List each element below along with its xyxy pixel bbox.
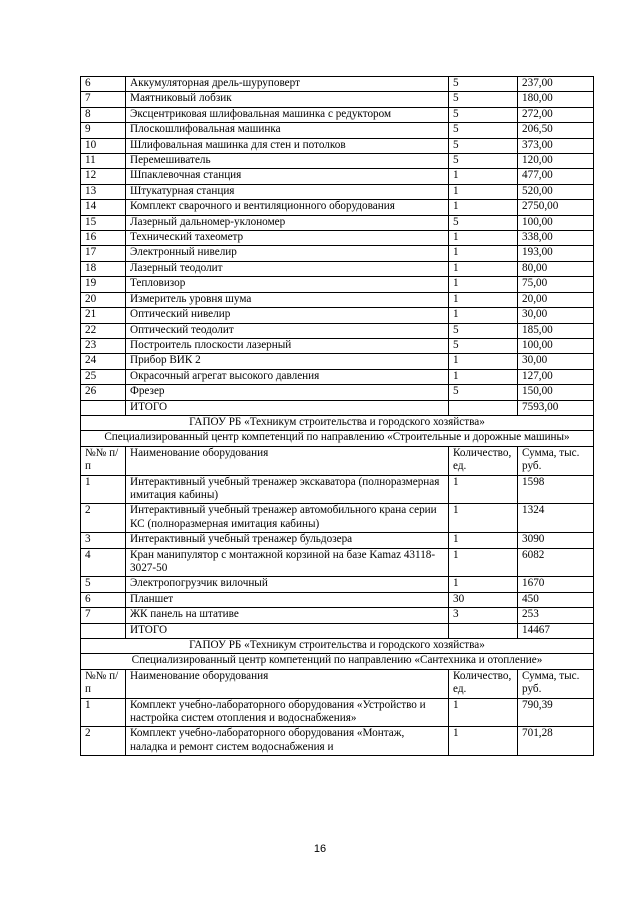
row-number: 13 — [81, 184, 126, 199]
row-number: 7 — [81, 92, 126, 107]
table-row — [81, 548, 594, 577]
table-row — [81, 608, 594, 623]
equipment-sum: 701,28 — [518, 727, 594, 756]
equipment-quantity: 1 — [449, 231, 518, 246]
table-row — [81, 154, 594, 169]
equipment-quantity: 1 — [449, 277, 518, 292]
equipment-sum: 185,00 — [518, 323, 594, 338]
table-header-row — [81, 446, 594, 475]
equipment-sum: 80,00 — [518, 261, 594, 276]
equipment-sum: 338,00 — [518, 231, 594, 246]
table-row — [81, 698, 594, 727]
equipment-name: Технический тахеометр — [126, 231, 449, 246]
table-row — [81, 92, 594, 107]
table-header-row — [81, 669, 594, 698]
row-number: 4 — [81, 548, 126, 577]
row-number: 11 — [81, 154, 126, 169]
row-number: 2 — [81, 727, 126, 756]
equipment-name: Лазерный дальномер-уклономер — [126, 215, 449, 230]
table-row — [81, 169, 594, 184]
competence-center-title: Специализированный центр компетенций по направлению «Строительные и дорожные машины» — [81, 431, 594, 446]
total-empty-cell — [449, 400, 518, 415]
total-empty-cell — [449, 623, 518, 638]
total-empty-cell — [81, 400, 126, 415]
equipment-quantity: 1 — [449, 504, 518, 533]
total-value: 7593,00 — [518, 400, 594, 415]
equipment-quantity: 5 — [449, 323, 518, 338]
header-quantity: Количество, ед. — [449, 446, 518, 475]
table-row — [81, 200, 594, 215]
header-number: №№ п/п — [81, 446, 126, 475]
equipment-name: Штукатурная станция — [126, 184, 449, 199]
row-number: 15 — [81, 215, 126, 230]
table-row — [81, 77, 594, 92]
table-row — [81, 577, 594, 592]
equipment-sum: 120,00 — [518, 154, 594, 169]
table-row — [81, 308, 594, 323]
row-number: 23 — [81, 338, 126, 353]
equipment-quantity: 5 — [449, 138, 518, 153]
equipment-quantity: 1 — [449, 369, 518, 384]
equipment-name: Электронный нивелир — [126, 246, 449, 261]
equipment-quantity: 1 — [449, 261, 518, 276]
equipment-name: Аккумуляторная дрель-шуруповерт — [126, 77, 449, 92]
table-row — [81, 292, 594, 307]
table-row — [81, 533, 594, 548]
organization-title-row — [81, 639, 594, 654]
table-row — [81, 385, 594, 400]
header-name: Наименование оборудования — [126, 669, 449, 698]
equipment-quantity: 5 — [449, 77, 518, 92]
equipment-quantity: 1 — [449, 184, 518, 199]
page-number: 16 — [313, 843, 327, 855]
equipment-sum: 790,39 — [518, 698, 594, 727]
header-number: №№ п/п — [81, 669, 126, 698]
equipment-sum: 1324 — [518, 504, 594, 533]
equipment-name: Оптический теодолит — [126, 323, 449, 338]
equipment-name: Интерактивный учебный тренажер бульдозера — [126, 533, 449, 548]
equipment-name: Комплект сварочного и вентиляционного оборудования — [126, 200, 449, 215]
equipment-sum: 150,00 — [518, 385, 594, 400]
equipment-sum: 477,00 — [518, 169, 594, 184]
equipment-quantity: 5 — [449, 154, 518, 169]
equipment-name: Интерактивный учебный тренажер экскаватора (полноразмерная имитация кабины) — [126, 475, 449, 504]
equipment-quantity: 1 — [449, 533, 518, 548]
equipment-quantity: 5 — [449, 123, 518, 138]
row-number: 6 — [81, 592, 126, 607]
equipment-table — [80, 76, 594, 756]
equipment-quantity: 1 — [449, 727, 518, 756]
table-row — [81, 215, 594, 230]
table-row — [81, 323, 594, 338]
equipment-sum: 20,00 — [518, 292, 594, 307]
equipment-sum: 193,00 — [518, 246, 594, 261]
equipment-quantity: 30 — [449, 592, 518, 607]
equipment-sum: 1670 — [518, 577, 594, 592]
table-row — [81, 231, 594, 246]
total-row — [81, 623, 594, 638]
equipment-quantity: 5 — [449, 92, 518, 107]
competence-center-title: Специализированный центр компетенций по направлению «Сантехника и отопление» — [81, 654, 594, 669]
equipment-sum: 3090 — [518, 533, 594, 548]
equipment-sum: 520,00 — [518, 184, 594, 199]
table-row — [81, 475, 594, 504]
table-row — [81, 246, 594, 261]
row-number: 22 — [81, 323, 126, 338]
table-row — [81, 504, 594, 533]
row-number: 21 — [81, 308, 126, 323]
equipment-sum: 127,00 — [518, 369, 594, 384]
equipment-quantity: 1 — [449, 577, 518, 592]
table-row — [81, 338, 594, 353]
organization-title-row — [81, 415, 594, 430]
equipment-quantity: 1 — [449, 292, 518, 307]
row-number: 6 — [81, 77, 126, 92]
equipment-quantity: 5 — [449, 338, 518, 353]
table-row — [81, 354, 594, 369]
header-name: Наименование оборудования — [126, 446, 449, 475]
row-number: 3 — [81, 533, 126, 548]
row-number: 25 — [81, 369, 126, 384]
row-number: 12 — [81, 169, 126, 184]
total-label: ИТОГО — [126, 623, 449, 638]
row-number: 18 — [81, 261, 126, 276]
row-number: 5 — [81, 577, 126, 592]
row-number: 8 — [81, 107, 126, 122]
organization-title: ГАПОУ РБ «Техникум строительства и городского хозяйства» — [81, 639, 594, 654]
row-number: 19 — [81, 277, 126, 292]
equipment-name: Построитель плоскости лазерный — [126, 338, 449, 353]
table-row — [81, 727, 594, 756]
table-row — [81, 184, 594, 199]
equipment-name: ЖК панель на штативе — [126, 608, 449, 623]
table-row — [81, 123, 594, 138]
equipment-name: Планшет — [126, 592, 449, 607]
equipment-name: Лазерный теодолит — [126, 261, 449, 276]
equipment-sum: 180,00 — [518, 92, 594, 107]
equipment-sum: 30,00 — [518, 354, 594, 369]
equipment-quantity: 1 — [449, 169, 518, 184]
table-row — [81, 277, 594, 292]
equipment-quantity: 1 — [449, 475, 518, 504]
equipment-name: Интерактивный учебный тренажер автомобильного крана серии КС (полноразмерная имитация кабины) — [126, 504, 449, 533]
equipment-name: Шлифовальная машинка для стен и потолков — [126, 138, 449, 153]
equipment-sum: 253 — [518, 608, 594, 623]
equipment-quantity: 3 — [449, 608, 518, 623]
equipment-sum: 100,00 — [518, 215, 594, 230]
row-number: 9 — [81, 123, 126, 138]
equipment-quantity: 1 — [449, 548, 518, 577]
equipment-sum: 206,50 — [518, 123, 594, 138]
equipment-name: Кран манипулятор с монтажной корзиной на базе Kamaz 43118-3027-50 — [126, 548, 449, 577]
row-number: 2 — [81, 504, 126, 533]
table-row — [81, 592, 594, 607]
equipment-sum: 6082 — [518, 548, 594, 577]
table-row — [81, 261, 594, 276]
equipment-name: Маятниковый лобзик — [126, 92, 449, 107]
organization-title: ГАПОУ РБ «Техникум строительства и городского хозяйства» — [81, 415, 594, 430]
row-number: 17 — [81, 246, 126, 261]
header-quantity: Количество, ед. — [449, 669, 518, 698]
equipment-quantity: 1 — [449, 354, 518, 369]
equipment-sum: 2750,00 — [518, 200, 594, 215]
equipment-quantity: 1 — [449, 246, 518, 261]
equipment-table-body — [81, 77, 594, 756]
equipment-name: Тепловизор — [126, 277, 449, 292]
equipment-name: Плоскошлифовальная машинка — [126, 123, 449, 138]
row-number: 20 — [81, 292, 126, 307]
equipment-name: Комплект учебно-лабораторного оборудования «Монтаж, наладка и ремонт систем водоснабжения и — [126, 727, 449, 756]
equipment-sum: 100,00 — [518, 338, 594, 353]
equipment-sum: 272,00 — [518, 107, 594, 122]
equipment-name: Измеритель уровня шума — [126, 292, 449, 307]
row-number: 1 — [81, 698, 126, 727]
total-value: 14467 — [518, 623, 594, 638]
equipment-sum: 450 — [518, 592, 594, 607]
table-row — [81, 107, 594, 122]
equipment-quantity: 1 — [449, 698, 518, 727]
equipment-quantity: 5 — [449, 107, 518, 122]
equipment-quantity: 1 — [449, 200, 518, 215]
equipment-name: Оптический нивелир — [126, 308, 449, 323]
total-label: ИТОГО — [126, 400, 449, 415]
row-number: 24 — [81, 354, 126, 369]
equipment-sum: 237,00 — [518, 77, 594, 92]
row-number: 26 — [81, 385, 126, 400]
equipment-name: Прибор ВИК 2 — [126, 354, 449, 369]
equipment-sum: 373,00 — [518, 138, 594, 153]
row-number: 7 — [81, 608, 126, 623]
competence-center-title-row — [81, 654, 594, 669]
equipment-name: Эксцентриковая шлифовальная машинка с редуктором — [126, 107, 449, 122]
row-number: 1 — [81, 475, 126, 504]
equipment-name: Фрезер — [126, 385, 449, 400]
equipment-sum: 75,00 — [518, 277, 594, 292]
equipment-name: Перемешиватель — [126, 154, 449, 169]
header-sum: Сумма, тыс. руб. — [518, 446, 594, 475]
equipment-quantity: 1 — [449, 308, 518, 323]
total-empty-cell — [81, 623, 126, 638]
equipment-sum: 1598 — [518, 475, 594, 504]
equipment-name: Окрасочный агрегат высокого давления — [126, 369, 449, 384]
table-row — [81, 369, 594, 384]
row-number: 10 — [81, 138, 126, 153]
table-row — [81, 138, 594, 153]
row-number: 16 — [81, 231, 126, 246]
equipment-quantity: 5 — [449, 385, 518, 400]
row-number: 14 — [81, 200, 126, 215]
total-row — [81, 400, 594, 415]
equipment-name: Электропогрузчик вилочный — [126, 577, 449, 592]
equipment-quantity: 5 — [449, 215, 518, 230]
competence-center-title-row — [81, 431, 594, 446]
equipment-sum: 30,00 — [518, 308, 594, 323]
header-sum: Сумма, тыс. руб. — [518, 669, 594, 698]
equipment-name: Комплект учебно-лабораторного оборудования «Устройство и настройка систем отопления и водоснабжения» — [126, 698, 449, 727]
equipment-name: Шпаклевочная станция — [126, 169, 449, 184]
